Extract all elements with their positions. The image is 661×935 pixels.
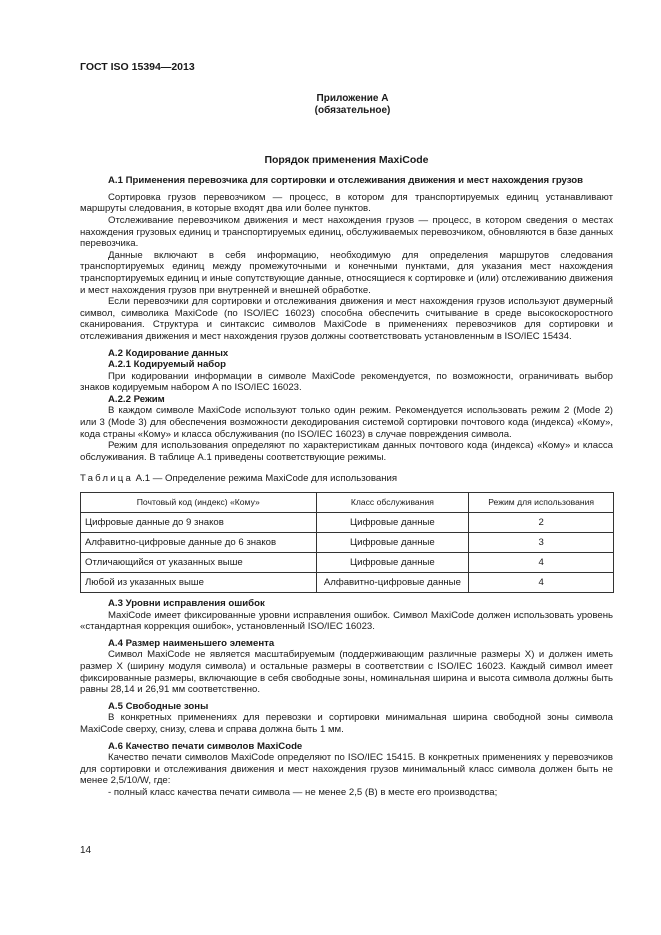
table-caption xyxy=(80,473,613,485)
table-header-service-class: Класс обслуживания xyxy=(316,493,469,513)
section-a5-paragraph: В конкретных применениях для перевозки и сортировки минимальная ширина свободной зоны символа MaxiCode сверху, снизу, слева и справа должна быть 1 мм. xyxy=(80,712,613,735)
table-cell: 2 xyxy=(469,513,614,533)
mode-table xyxy=(80,492,614,593)
table-row xyxy=(81,513,614,533)
table-cell: Алфавитно-цифровые данные xyxy=(316,573,469,593)
annex-status: (обязательное) xyxy=(314,104,391,116)
section-a2-heading: А.2 Кодирование данных xyxy=(108,347,229,359)
section-a22-paragraph-2: Режим для использования определяют по характеристикам данных почтового кода (индекса) «Кому» и класса обслуживания. В таблице А.1 приведены соответствующие режимы. xyxy=(80,440,613,463)
table-caption-prefix: Таблица xyxy=(80,473,134,485)
table-cell: Цифровые данные xyxy=(316,533,469,553)
table-cell: Отличающийся от указанных выше xyxy=(81,553,317,573)
section-a1-paragraph-3: Данные включают в себя информацию, необходимую для определения маршрутов следования транспортируемых единиц между промежуточными и конечными пунктами, для указания мест нахождения транспортируемых единиц и иные сопутствующие данные, относящиеся к сортировке и (или) отслеживанию движения и мест нахождения грузов при внутренней и внешней обработке. xyxy=(80,249,613,296)
section-a6-heading: А.6 Качество печати символов MaxiCode xyxy=(108,740,303,752)
section-a21-paragraph: При кодировании информации в символе MaxiCode рекомендуется, по возможности, ограничивать выбор знаков кодируемым набором А по ISO/IEC 16023. xyxy=(80,370,613,394)
section-a1-paragraph-2: Отслеживание перевозчиком движения и мест нахождения грузов — процесс, в котором сведения о местах нахождения грузовых единиц и транспортируемых единиц, обслуживаемых перевозчиком, обновляются в базе данных перевозчика. xyxy=(80,214,613,250)
table-cell: 3 xyxy=(469,533,614,553)
table-cell: Любой из указанных выше xyxy=(81,573,317,593)
section-a21-heading: А.2.1 Кодируемый набор xyxy=(108,359,226,371)
section-a4-paragraph: Символ MaxiCode не является масштабируемым (поддерживающим различные размеры X) и должен иметь размер X (ширину модуля символа) и остальные размеры в соответствии с ISO/IEC 16023. Каждый символ имеет фиксированные размеры, включающие в себя свободные зоны, номинальная ширина и высота символа должны быть равны 28,14 и 26,91 мм соответственно. xyxy=(80,649,613,696)
table-header-mode: Режим для использования xyxy=(469,493,614,513)
section-a22-heading: А.2.2 Режим xyxy=(108,393,165,405)
table-caption-text: А.1 — Определение режима MaxiCode для использования xyxy=(133,473,398,485)
section-a6-list-item: - полный класс качества печати символа — не менее 2,5 (B) в месте его производства; xyxy=(108,786,498,798)
table-cell: Цифровые данные xyxy=(316,553,469,573)
annex-title: Приложение А xyxy=(316,92,389,104)
table-cell: 4 xyxy=(469,553,614,573)
section-a3-heading: А.3 Уровни исправления ошибок xyxy=(108,598,265,610)
section-a1-paragraph-1: Сортировка грузов перевозчиком — процесс, в котором для транспортируемых единиц устанавливают маршруты следования, в которые входят два или более пунктов. xyxy=(80,191,613,215)
section-a1-paragraph-4: Если перевозчики для сортировки и отслеживания движения и мест нахождения грузов используют двумерный символ, символика MaxiCode (по ISO/IEC 16023) способна обеспечить считывание в среде высокоскоростного сканирования. Структура и синтаксис символов MaxiCode в применениях перевозчиков для сортировки и отслеживания движения и мест нахождения грузов должны соответствовать установленным в ISO/IEC 15434. xyxy=(80,296,613,342)
section-a5-heading: А.5 Свободные зоны xyxy=(108,700,209,712)
table-header-postal-code: Почтовый код (индекс) «Кому» xyxy=(81,493,317,513)
section-a4-heading: А.4 Размер наименьшего элемента xyxy=(108,637,275,649)
page-number: 14 xyxy=(80,845,92,856)
main-title: Порядок применения MaxiCode xyxy=(264,153,429,166)
table-row xyxy=(81,533,614,553)
section-a3-paragraph: MaxiCode имеет фиксированные уровни исправления ошибок. Символ MaxiCode должен использовать уровень «стандартная коррекция ошибок», установленный ISO/IEC 16023. xyxy=(80,609,613,633)
table-row xyxy=(81,573,614,593)
table-cell: Цифровые данные xyxy=(316,513,469,533)
section-a22-paragraph-1: В каждом символе MaxiCode используют только один режим. Рекомендуется использовать режим 2 (Mode 2) или 3 (Mode 3) для обеспечения возможности декодирования системой сортировки почтового кода (индекса) «Кому», кода страны «Кому» и класса обслуживания (по ISO/IEC 16023) в случае повреждения символа. xyxy=(80,405,613,440)
section-a6-paragraph: Качество печати символов MaxiCode определяют по ISO/IEC 15415. В конкретных применениях у перевозчиков для сортировки и отслеживания движения и мест нахождения грузов минимальный класс символа должен быть не менее 2,5/10/W, где: xyxy=(80,752,613,787)
table-row xyxy=(81,553,614,573)
document-header: ГОСТ ISO 15394—2013 xyxy=(80,61,195,73)
table-cell: Алфавитно-цифровые данные до 6 знаков xyxy=(81,533,317,553)
table-cell: Цифровые данные до 9 знаков xyxy=(81,513,317,533)
section-a1-heading: А.1 Применения перевозчика для сортировки и отслеживания движения и мест нахождения грузов xyxy=(108,175,584,187)
table-header-row xyxy=(81,493,614,513)
table-cell: 4 xyxy=(469,573,614,593)
